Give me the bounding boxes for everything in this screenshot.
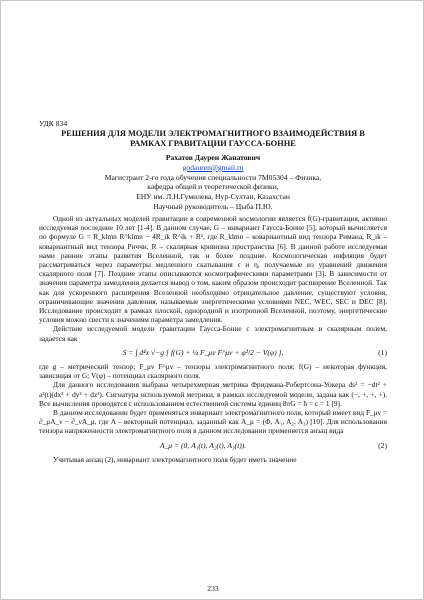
- udk-code: УДК 834: [39, 119, 68, 128]
- author-name: Рахатов Даурен Жанатович: [165, 153, 261, 162]
- paper-title: [39, 129, 387, 149]
- title-line: РАМКАХ ГРАВИТАЦИИ ГАУССА-БОННЕ: [130, 139, 296, 148]
- equation-formula: A_μ = (0, A₁(t), A₂(t), A₃(t)).: [159, 440, 247, 450]
- paper-body: [39, 214, 387, 464]
- body-paragraph: где g – метрический тензор; F_μν F^μν – тензоры электромагнитного поля; f(G) – некоторая функция, зависящая от G; V(φ) – потенциал скалярного поля.: [39, 362, 387, 381]
- equation-1: [39, 348, 387, 357]
- body-paragraph: Учитывая анзац (2), инвариант электромагнитного поля будет иметь значение: [53, 454, 297, 464]
- equation-number: (2): [378, 440, 387, 450]
- author-block: [39, 153, 387, 212]
- page-number: 233: [207, 584, 219, 593]
- author-affiliation: кафедра общей и теоретической физики,: [147, 182, 279, 192]
- equation-2: [39, 441, 387, 450]
- body-paragraph: Одной из актуальных моделей гравитации в современной космологии является f(G)-гравитация, активно исследуемая последние 10 лет [1-4]. В данном случае, G – инвариант Гаусса-Бонне [5], который вычисляется по формуле G = R_klmn R^klmn − 4R_ik R^ik + R², где R_klmn – ковариантный вид тензора Римана, R_ik – ковариантный вид тензора Риччи, R – скалярная кривизна пространства [6]. В данной работе исследуемая нами ранние этапы развития Вселенной, так и более поздние. Космологическая инфляция будет рассматриваться через параметры медленного скатывания ε и η, получаемые из уравнений движения скалярного поля [7]. Поздние этапы описываются космографическими параметрами [3]. В зависимости от значения параметра замедления делается вывод о том, каким образом происходит расширение Вселенной. Так как для ускоренного расширения Вселенной необходимо отрицательное давление, существуют условия, ограничивающие значения давления, называемые энергетическими условиями NEC, WEC, SEC и DEC [8]. Исследование происходит в рамках плоской, однородной и изотропной Вселенной, поэтому, энергетические условия можно свести к значениям параметра замедления.: [39, 214, 387, 325]
- author-email-link[interactable]: godauren@gmail.ru: [182, 162, 244, 172]
- body-paragraph: В данном исследовании будет применяться инвариант электромагнитного поля, который имеет вид F_μν = ∂_μA_ν − ∂_νA_μ, где A – векторный потенциал, заданный как A_μ = (Φ, A₁, A₂, A₃) [10]. Для использования тензора напряженности электромагнитного поля в данном исследовании применяется анзац вида: [39, 408, 387, 436]
- equation-number: (1): [378, 347, 387, 357]
- body-paragraph: Для данного исследования выбрана четырехмерная метрика Фридмана-Робертсона-Уокера ds² = −dt² + a²(t)(dx² + dy² + dz²). Сигнатура используемой метрики, в рамках исследуемой модели, задана как (−, +, +, +). Все вычисления проводятся с использованием естественной системы единиц 8πG = ħ = c = 1 [9].: [39, 380, 387, 408]
- author-affiliation: Магистрант 2-го года обучения специальности 7М05304 – Физика,: [104, 172, 322, 182]
- body-paragraph: Действие исследуемой модели гравитации Гаусса-Бонне с электромагнитным и скалярным полем, задается как: [39, 324, 387, 343]
- equation-formula: S = ∫ d⁴x √−g [ f(G) + ¼ F_μν F^μν + φ̇²/2 − V(φ) ],: [122, 347, 284, 357]
- title-line: РЕШЕНИЯ ДЛЯ МОДЕЛИ ЭЛЕКТРОМАГНИТНОГО ВЗАИМОДЕЙСТВИЯ В: [61, 129, 365, 138]
- author-affiliation: ЕНУ им. Л.Н.Гумилева, Нур-Султан, Казахстан: [136, 192, 290, 202]
- supervisor: Научный руководитель – Цыба П.Ю.: [153, 201, 273, 211]
